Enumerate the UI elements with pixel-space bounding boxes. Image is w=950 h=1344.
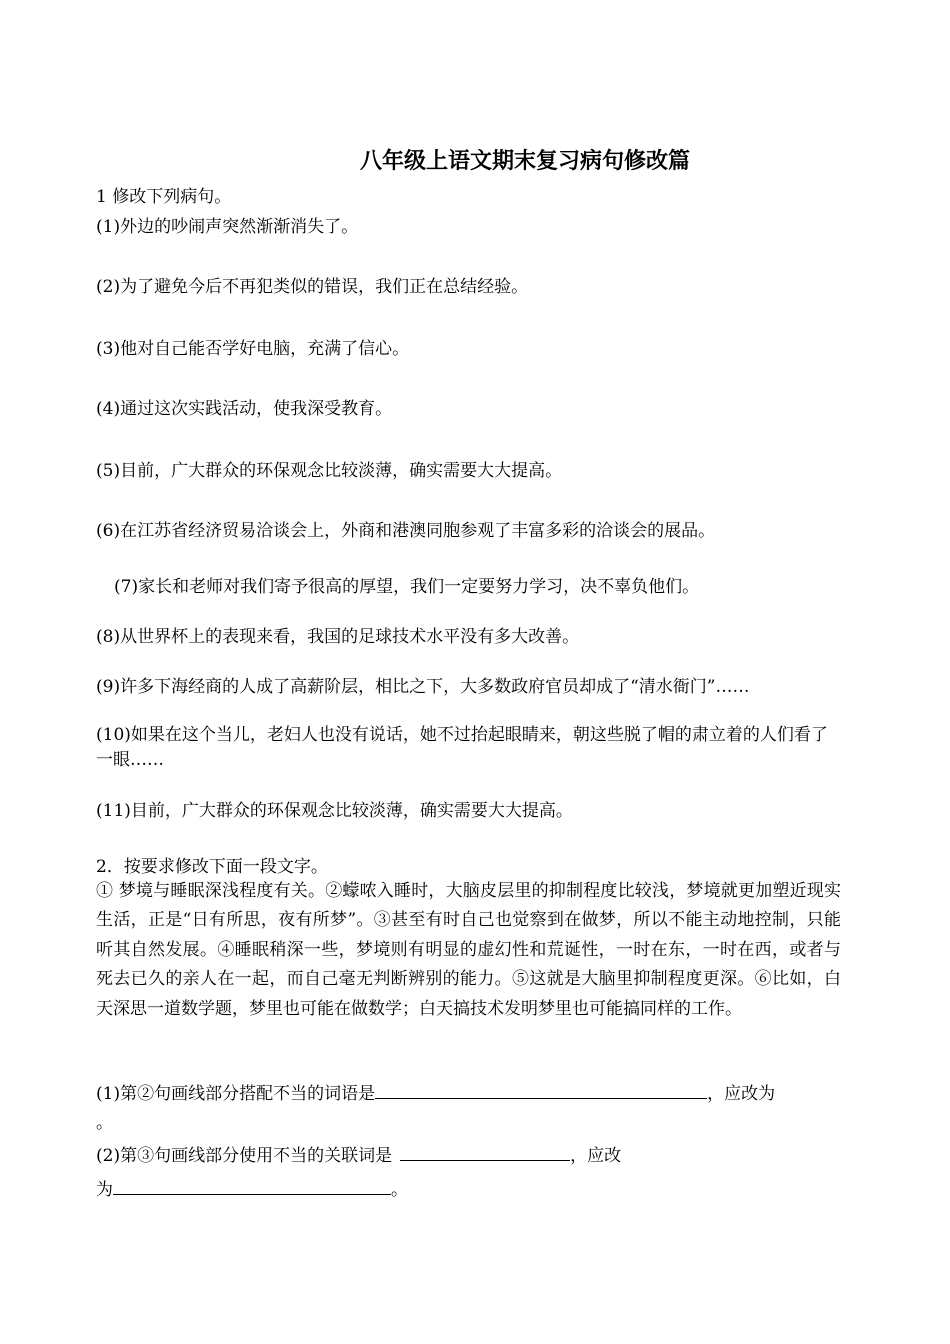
sentence-9: (9)许多下海经商的人成了高薪阶层，相比之下，大多数政府官员却成了“清水衙门”…… (96, 677, 750, 697)
section2-heading: 2．按要求修改下面一段文字。 (96, 857, 328, 877)
sentence-10: (10)如果在这个当儿，老妇人也没有说话，她不过抬起眼睛来，朝这些脱了帽的肃立着的人们看了一眼…… (96, 725, 828, 770)
answer-blank-1[interactable] (375, 1080, 707, 1099)
section1-heading: 1 修改下列病句。 (96, 187, 232, 207)
question-2-end: 。 (391, 1180, 408, 1200)
answer-blank-3[interactable] (113, 1176, 391, 1195)
sentence-3: (3)他对自己能否学好电脑，充满了信心。 (96, 339, 410, 359)
page-title: 八年级上语文期末复习病句修改篇 (359, 148, 690, 174)
question-1-prefix: (1)第②句画线部分搭配不当的词语是 (96, 1084, 376, 1104)
sentence-5: (5)目前，广大群众的环保观念比较淡薄，确实需要大大提高。 (96, 461, 563, 481)
sentence-6: (6)在江苏省经济贸易洽谈会上，外商和港澳同胞参观了丰富多彩的洽谈会的展品。 (96, 521, 716, 541)
question-2 (96, 1142, 621, 1167)
question-2-line2 (96, 1176, 408, 1201)
section2-passage: ① 梦境与睡眠深浅程度有关。②蠓哝入睡时，大脑皮层里的抑制程度比较浅，梦境就更加塑近现实生活，正是“日有所思，夜有所梦”。③甚至有时自己也觉察到在做梦，所以不能主动地控制，只能听其自然发展。④睡眠稍深一些，梦境则有明显的虚幻性和荒诞性，一时在东，一时在西，或者与死去已久的亲人在一起，而自己毫无判断辨别的能力。⑤这就是大脑里抑制程度更深。⑥比如，白天深思一道数学题，梦里也可能在做数学；白天搞技术发明梦里也可能搞同样的工作。 (96, 881, 841, 1019)
sentence-2: (2)为了避免今后不再犯类似的错误，我们正在总结经验。 (96, 277, 529, 297)
question-1-end: 。 (96, 1113, 113, 1133)
question-2-prefix: (2)第③句画线部分使用不当的关联词是 (96, 1146, 393, 1166)
question-2-line2-prefix: 为 (96, 1180, 113, 1200)
sentence-1: (1)外边的吵闹声突然渐渐消失了。 (96, 217, 359, 237)
sentence-7: (7)家长和老师对我们寄予很高的厚望，我们一定要努力学习，决不辜负他们。 (114, 577, 700, 597)
sentence-4: (4)通过这次实践活动，使我深受教育。 (96, 399, 393, 419)
sentence-11: (11)目前，广大群众的环保观念比较淡薄，确实需要大大提高。 (96, 801, 573, 821)
sentence-8: (8)从世界杯上的表现来看，我国的足球技术水平没有多大改善。 (96, 627, 580, 647)
answer-blank-2[interactable] (400, 1142, 570, 1161)
question-1 (96, 1080, 775, 1105)
question-2-suffix: ，应改 (570, 1146, 622, 1166)
question-1-suffix: ，应改为 (707, 1084, 776, 1104)
